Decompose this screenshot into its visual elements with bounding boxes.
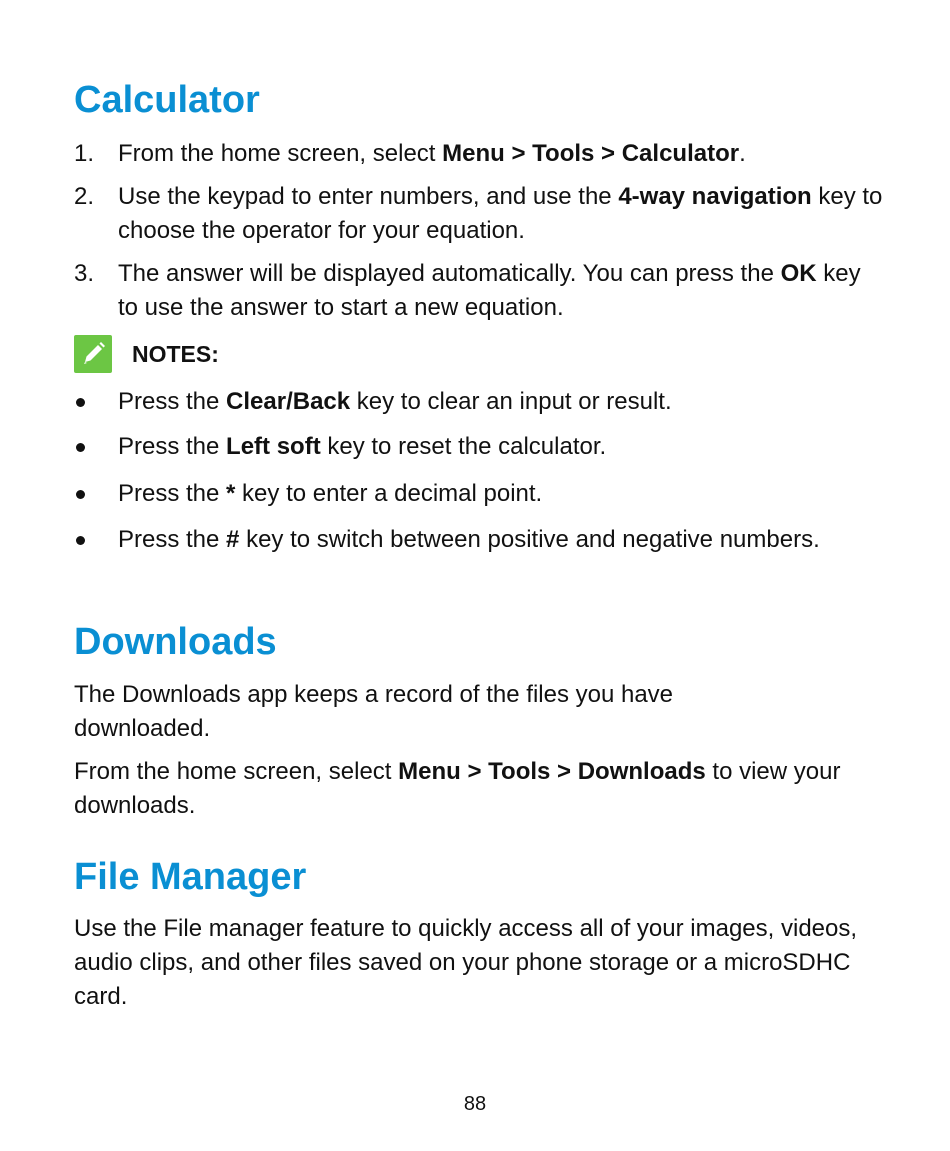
downloads-description: The Downloads app keeps a record of the files you have downloaded. xyxy=(74,681,674,742)
notes-label: NOTES: xyxy=(132,341,219,367)
downloads-instructions: From the home screen, select Menu > Tools > Downloads to view your downloads. xyxy=(74,758,841,819)
manual-page: Calculator 1. From the home screen, select Menu > Tools > Calculator. 2. Use the keypad to enter numbers, and use the 4-way navigation key to choose the operator for your equation. 3. The answer will be displayed automatically. You can press the OK key to use the answer to start a new equation. NOTES: Press the Clear/Back key to clear an input or result. Press the Left soft key to reset the calculator. Press the * key to enter a decimal point. Press the # key to switch between positive and negative numbers. Downloads The Downloads app keeps a record of the files you have downloaded. From the home screen, select Menu > Tools > Downloads to view your downloads. File Manager Use the File manager feature to quickly access all of your images, videos, audio clips, and other files saved on your phone storage or a microSDHC card. 88 xyxy=(74,0,884,1151)
pencil-icon xyxy=(74,335,112,373)
file-manager-heading: File Manager xyxy=(74,856,307,898)
downloads-heading: Downloads xyxy=(74,621,277,663)
file-manager-description: Use the File manager feature to quickly access all of your images, videos, audio clips, and other files saved on your phone storage or a microSDHC card. xyxy=(74,915,858,1010)
bullet xyxy=(76,490,85,499)
step-number: 2. xyxy=(74,183,95,210)
step-number: 1. xyxy=(74,140,95,167)
bullet xyxy=(76,443,85,452)
step-number: 3. xyxy=(74,260,95,287)
bullet xyxy=(76,536,85,545)
calculator-heading: Calculator xyxy=(74,79,260,121)
notes-header xyxy=(74,335,374,373)
bullet xyxy=(76,398,85,407)
page-number: 88 xyxy=(463,1093,487,1115)
